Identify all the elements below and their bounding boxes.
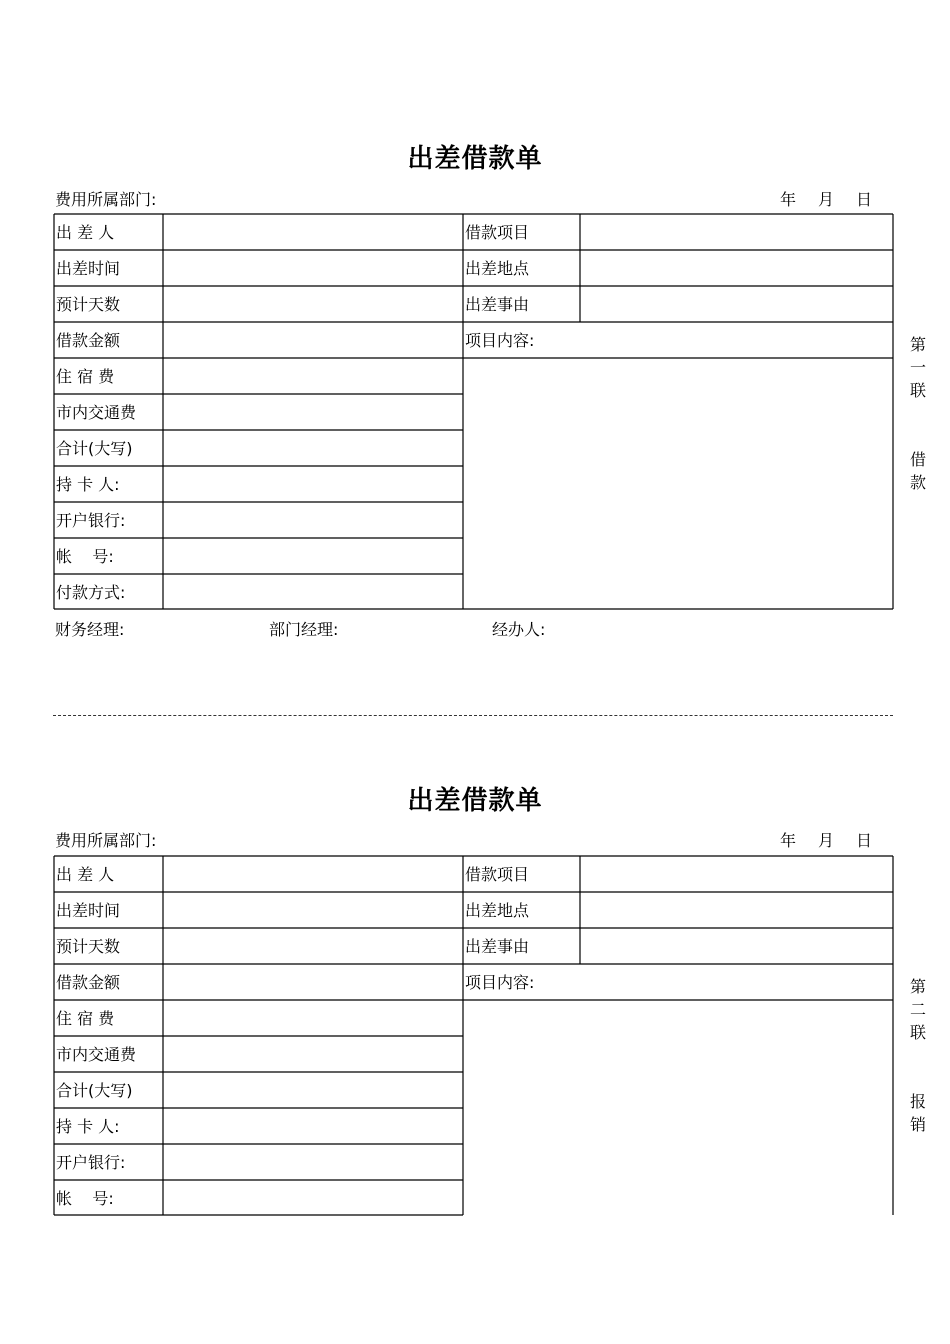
form1-row-location: 出差地点 bbox=[465, 259, 530, 278]
form1-row-cardholder: 持 卡 人: bbox=[56, 475, 120, 494]
form2-row-project: 借款项目 bbox=[465, 865, 530, 884]
form1-date-month: 月 bbox=[818, 190, 835, 209]
form2-date-day: 日 bbox=[856, 831, 873, 850]
form1-row-account: 帐 号: bbox=[56, 547, 114, 566]
form2-row-bank: 开户银行: bbox=[56, 1153, 126, 1172]
form2-row-lodging: 住 宿 费 bbox=[56, 1009, 115, 1028]
form1-row-travel-time: 出差时间 bbox=[56, 259, 121, 278]
form1-row-reason: 出差事由 bbox=[465, 295, 530, 314]
form2-row-reason: 出差事由 bbox=[465, 937, 530, 956]
form2-side-label: 第 二 联 报 销 bbox=[909, 977, 926, 1134]
form2-row-days: 预计天数 bbox=[56, 937, 121, 956]
form2-date-year: 年 bbox=[780, 831, 797, 850]
form1-sign-dept: 部门经理: bbox=[269, 620, 339, 639]
form2-row-total: 合计(大写) bbox=[56, 1081, 133, 1100]
form1-sign-handler: 经办人: bbox=[492, 620, 546, 639]
form1-row-transport: 市内交通费 bbox=[56, 403, 137, 422]
form2-row-amount: 借款金额 bbox=[56, 973, 121, 992]
form1-row-traveler: 出 差 人 bbox=[56, 223, 115, 242]
form1-dept-label: 费用所属部门: bbox=[55, 190, 157, 209]
form1-date-year: 年 bbox=[780, 190, 797, 209]
form1-row-bank: 开户银行: bbox=[56, 511, 126, 530]
form1-row-lodging: 住 宿 费 bbox=[56, 367, 115, 386]
form1-content-label: 项目内容: bbox=[465, 331, 535, 350]
form1-row-days: 预计天数 bbox=[56, 295, 121, 314]
form2-row-travel-time: 出差时间 bbox=[56, 901, 121, 920]
form1-title: 出差借款单 bbox=[407, 144, 543, 174]
form2-row-cardholder: 持 卡 人: bbox=[56, 1117, 120, 1136]
form2-row-transport: 市内交通费 bbox=[56, 1045, 137, 1064]
form1-date-day: 日 bbox=[856, 190, 873, 209]
form2-date-month: 月 bbox=[818, 831, 835, 850]
form1-row-amount: 借款金额 bbox=[56, 331, 121, 350]
form1-row-payment: 付款方式: bbox=[56, 583, 126, 602]
form2-row-account: 帐 号: bbox=[56, 1189, 114, 1208]
form2-row-location: 出差地点 bbox=[465, 901, 530, 920]
form1-row-project: 借款项目 bbox=[465, 223, 530, 242]
form2-dept-label: 费用所属部门: bbox=[55, 831, 157, 850]
form1-sign-finance: 财务经理: bbox=[55, 620, 125, 639]
form2-content-label: 项目内容: bbox=[465, 973, 535, 992]
form1-side-label: 第 一 联 借 款 bbox=[909, 335, 926, 492]
form1-row-total: 合计(大写) bbox=[56, 439, 133, 458]
form2-row-traveler: 出 差 人 bbox=[56, 865, 115, 884]
form2-title: 出差借款单 bbox=[407, 786, 543, 816]
